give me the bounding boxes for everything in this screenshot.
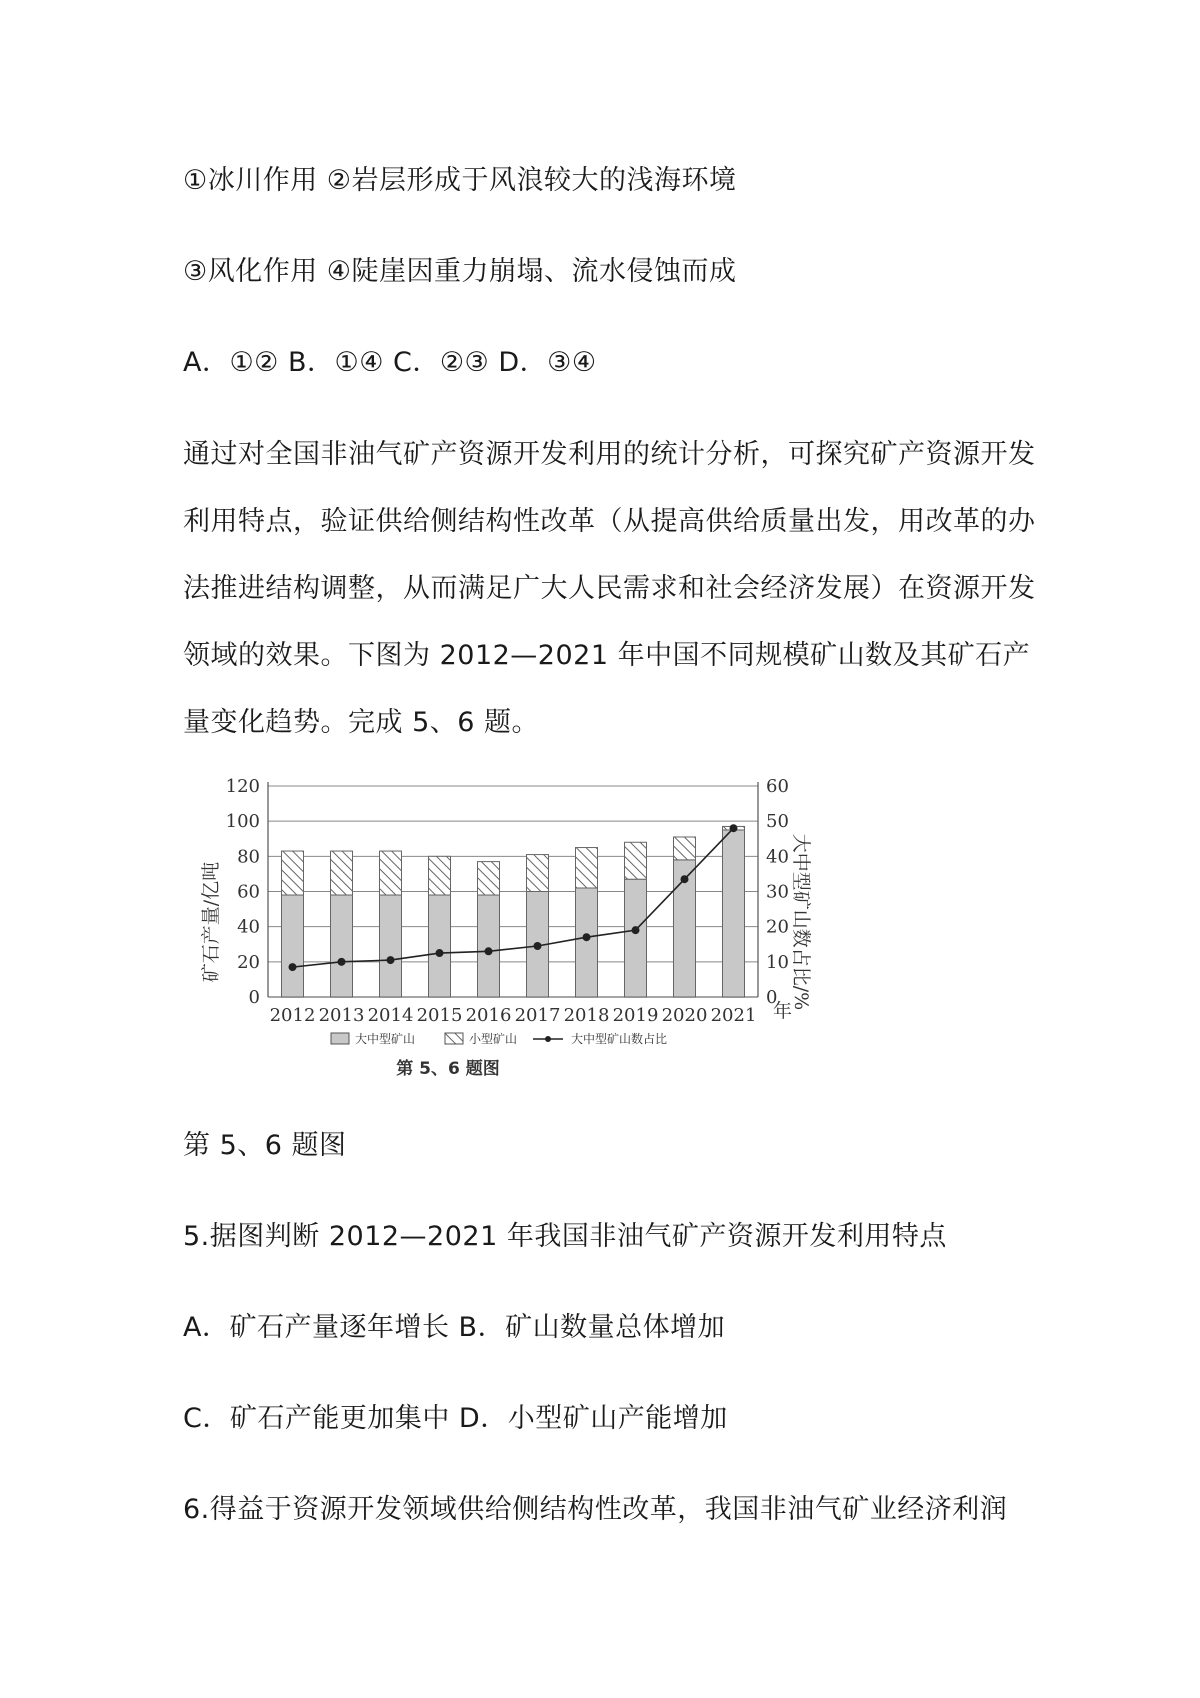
intro-line: 通过对全国非油气矿产资源开发利用的统计分析，可探究矿产资源开发 [183, 439, 1036, 470]
share-point [436, 949, 444, 957]
mining-chart [183, 762, 812, 1087]
y-tick-label: 0 [248, 987, 260, 1008]
x-tick-label: 2016 [465, 1005, 512, 1026]
legend-label: 大中型矿山 [355, 1032, 416, 1046]
y2-tick-label: 40 [766, 846, 789, 868]
y-tick-label: 80 [237, 846, 260, 868]
y-tick-label: 120 [225, 776, 260, 797]
x-tick-label: 2019 [612, 1005, 659, 1026]
intro-line: 法推进结构调整，从而满足广大人民需求和社会经济发展）在资源开发 [183, 573, 1036, 604]
x-tick-label: 2013 [318, 1005, 365, 1026]
bar-large-mines [625, 879, 647, 997]
legend-swatch-large-mines [331, 1033, 349, 1044]
legend [331, 1031, 667, 1046]
bar-large-mines [282, 895, 304, 997]
share-point [730, 824, 738, 832]
question4-options: A．①② B．①④ C．②③ D．③④ [183, 347, 597, 378]
bar-small-mines [478, 862, 500, 895]
question5-stem: 5.据图判断 2012—2021 年我国非油气矿产资源开发利用特点 [183, 1221, 947, 1252]
legend-marker [545, 1036, 551, 1042]
share-point [681, 875, 689, 883]
intro-paragraph [183, 421, 1043, 756]
bar-small-mines [576, 848, 598, 888]
y2-tick-label: 60 [766, 776, 789, 797]
y-tick-label: 40 [237, 916, 260, 938]
y2-tick-label: 20 [766, 916, 789, 938]
figure-caption: 第 5、6 题图 [183, 1130, 347, 1161]
share-point [387, 956, 395, 964]
x-tick-label: 2015 [416, 1005, 463, 1026]
bar-large-mines [723, 830, 745, 997]
y-tick-label: 20 [237, 951, 260, 973]
x-tick-label: 2017 [514, 1005, 561, 1026]
x-tick-label: 2018 [563, 1005, 610, 1026]
intro-line: 量变化趋势。完成 5、6 题。 [183, 707, 540, 738]
share-line [293, 828, 734, 967]
bar-small-mines [331, 851, 353, 895]
bar-small-mines [282, 851, 304, 895]
bar-large-mines [380, 895, 402, 997]
question4-statement-2: ③风化作用 ④陡崖因重力崩塌、流水侵蚀而成 [183, 256, 737, 287]
legend-swatch-small-mines [445, 1033, 463, 1044]
intro-line: 领域的效果。下图为 2012—2021 年中国不同规模矿山数及其矿石产 [183, 640, 1031, 671]
y2-tick-label: 50 [766, 811, 789, 833]
bar-small-mines [380, 851, 402, 895]
x-tick-label: 2012 [269, 1005, 316, 1026]
x-tick-label: 2020 [661, 1005, 708, 1026]
y2-tick-label: 0 [766, 987, 778, 1008]
x-tick-label: 2021 [710, 1005, 757, 1026]
share-point [534, 942, 542, 950]
bar-small-mines [625, 842, 647, 879]
intro-line: 利用特点，验证供给侧结构性改革（从提高供给质量出发，用改革的办 [183, 506, 1036, 537]
legend-label: 小型矿山 [469, 1032, 518, 1046]
y2-tick-label: 10 [766, 951, 789, 973]
question5-options-1: A．矿石产量逐年增长 B．矿山数量总体增加 [183, 1312, 726, 1343]
question6-stem: 6.得益于资源开发领域供给侧结构性改革，我国非油气矿业经济利润 [183, 1494, 1008, 1525]
bar-small-mines [429, 856, 451, 895]
y-tick-label: 100 [225, 811, 260, 833]
y2-axis-label: 大中型矿山数占比/% [790, 833, 812, 1011]
x-axis-unit: 年 [773, 1000, 793, 1022]
bar-small-mines [527, 855, 549, 892]
question4-statement-1: ①冰川作用 ②岩层形成于风浪较大的浅海环境 [183, 165, 737, 196]
bar-large-mines [429, 895, 451, 997]
bar-small-mines [674, 837, 696, 860]
share-point [632, 926, 640, 934]
chart-title: 第 5、6 题图 [396, 1059, 500, 1079]
question5-options-2: C．矿石产能更加集中 D．小型矿山产能增加 [183, 1403, 728, 1434]
y-tick-label: 60 [237, 881, 260, 903]
x-tick-label: 2014 [367, 1005, 414, 1026]
share-point [485, 947, 493, 955]
bar-large-mines [331, 895, 353, 997]
share-point [583, 933, 591, 941]
share-point [338, 958, 346, 966]
bar-large-mines [576, 888, 598, 997]
bar-large-mines [478, 895, 500, 997]
y2-tick-label: 30 [766, 881, 789, 903]
legend-label: 大中型矿山数占比 [571, 1032, 668, 1046]
share-point [289, 963, 297, 971]
y-axis-label: 矿石产量/亿吨 [200, 861, 222, 983]
